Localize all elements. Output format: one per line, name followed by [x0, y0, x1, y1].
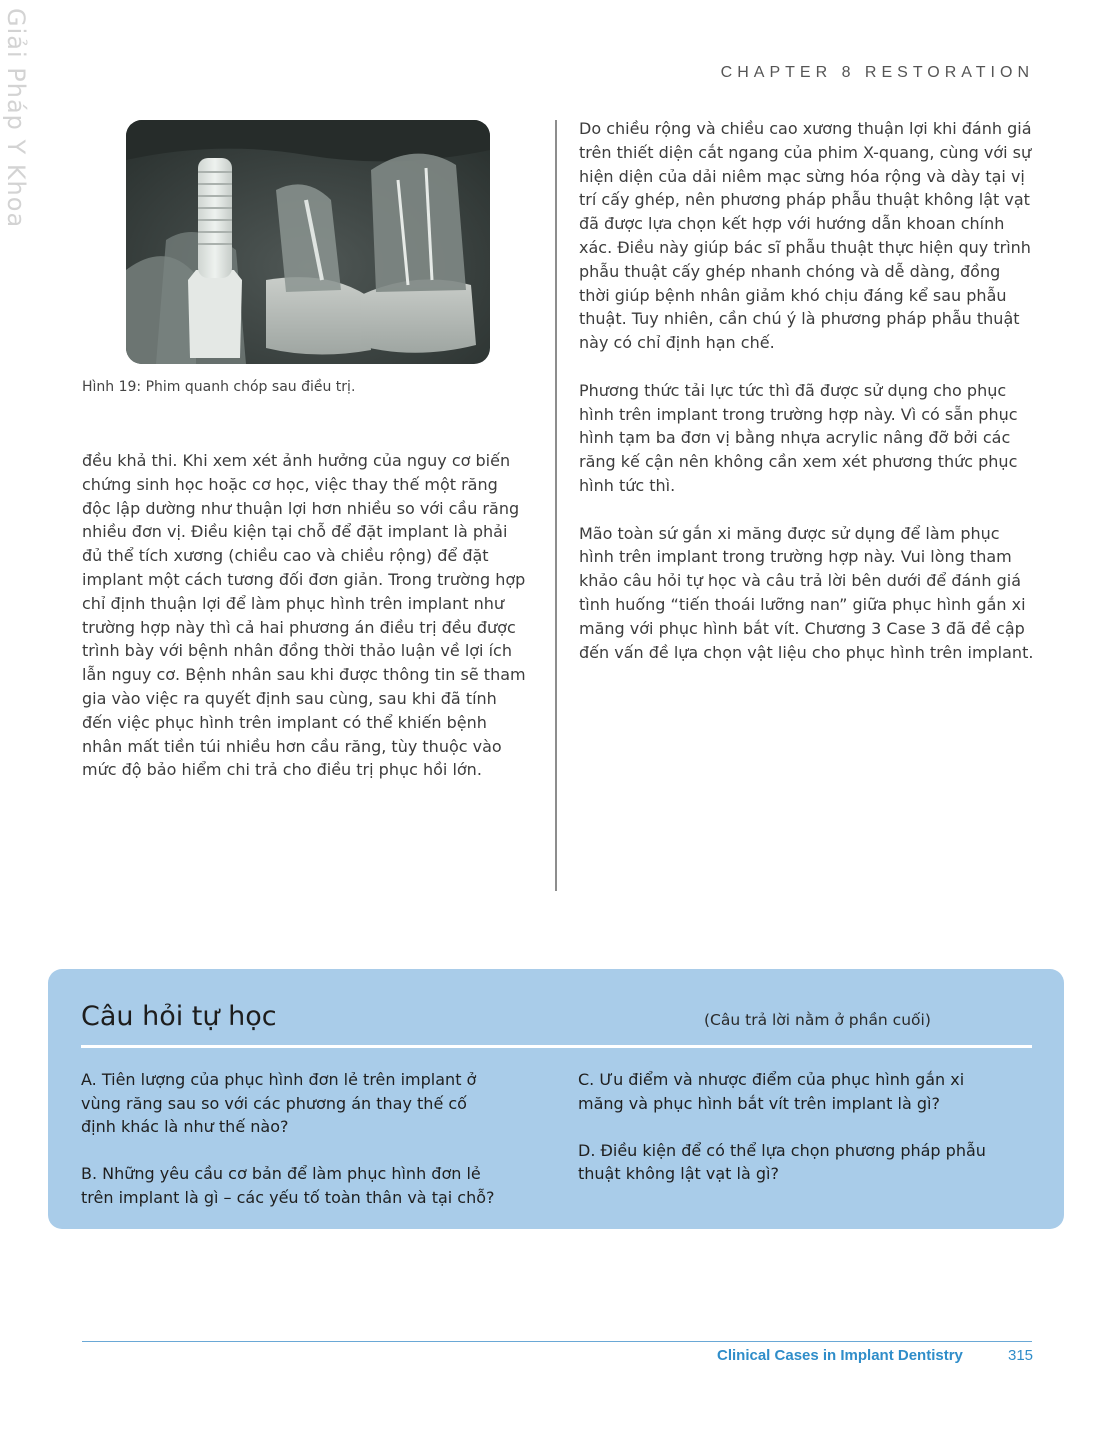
watermark: Giải Pháp Y Khoa	[2, 8, 30, 229]
questions-left-column	[81, 1068, 501, 1233]
right-paragraph-1: Do chiều rộng và chiều cao xương thuận lợi khi đánh giá trên thiết diện cắt ngang của phim X-quang, cùng với sự hiện diện của dải niêm mạc sừng hóa rộng và dày tại vị trí cấy ghép, nên phương pháp phẫu thuật không lật vạt đã được lựa chọn kết hợp với hướng dẫn khoan chính xác. Điều này giúp bác sĩ phẫu thuật thực hiện quy trình phẫu thuật cấy ghép nhanh chóng và dễ dàng, đồng thời giúp bệnh nhân giảm khó chịu đáng kể sau phẫu thuật. Tuy nhiên, cần chú ý là phương pháp phẫu thuật này có chỉ định hạn chế.	[579, 119, 1032, 353]
answers-note: (Câu trả lời nằm ở phần cuối)	[704, 1011, 931, 1029]
figure-caption: Hình 19: Phim quanh chóp sau điều trị.	[82, 379, 356, 395]
left-text-column	[82, 449, 530, 806]
right-paragraph-3: Mão toàn sứ gắn xi măng được sử dụng để làm phục hình trên implant trong trường hợp này. Vui lòng tham khảo câu hỏi tự học và câu trả lời bên dưới để đánh giá tình huống “tiến thoái lưỡng nan” giữa phục hình gắn xi măng với phục hình bắt vít. Chương 3 Case 3 đã đề cập đến vấn đề lựa chọn vật liệu cho phục hình trên implant.	[579, 523, 1034, 662]
periapical-radiograph-image	[126, 120, 490, 364]
question-d: D. Điều kiện để có thể lựa chọn phương pháp phẫu thuật không lật vạt là gì?	[578, 1140, 986, 1183]
self-study-box	[48, 969, 1064, 1229]
footer-rule	[82, 1341, 1032, 1342]
right-paragraph-2: Phương thức tải lực tức thì đã được sử dụng cho phục hình trên implant trong trường hợp này. Vì có sẵn phục hình tạm ba đơn vị bằng nhựa acrylic nâng đỡ bởi các răng kế cận nên không cần xem xét phương thức phục hình tức thì.	[579, 380, 1018, 495]
column-divider	[555, 120, 557, 891]
question-c: C. Ưu điểm và nhược điểm của phục hình gắn xi măng và phục hình bắt vít trên implant là gì?	[578, 1070, 965, 1113]
questions-right-column	[578, 1068, 1008, 1209]
self-study-title: Câu hỏi tự học	[81, 1001, 277, 1032]
question-a: A. Tiên lượng của phục hình đơn lẻ trên implant ở vùng răng sau so với các phương án thay thế cố định khác là như thế nào?	[81, 1070, 477, 1136]
footer-book-title: Clinical Cases in Implant Dentistry	[717, 1347, 963, 1364]
page-number: 315	[1008, 1347, 1034, 1364]
self-study-rule	[81, 1045, 1032, 1048]
left-paragraph-1: đều khả thi. Khi xem xét ảnh hưởng của nguy cơ biến chứng sinh học hoặc cơ học, việc thay thế một răng độc lập dường như thuận lợi hơn nhiều so với cầu răng nhiều đơn vị. Điều kiện tại chỗ để đặt implant là phải đủ thể tích xương (chiều cao và chiều rộng) để đặt implant một cách tương đối đơn giản. Trong trường hợp chỉ định thuận lợi để làm phục hình trên implant như trường hợp này thì cả hai phương án điều trị đều được trình bày với bệnh nhân đồng thời thảo luận về lợi ích lẫn nguy cơ. Bệnh nhân sau khi được thông tin sẽ tham gia vào việc ra quyết định sau cùng, sau khi đã tính đến việc phục hình trên implant có thể khiến bệnh nhân mất tiền túi nhiều hơn cầu răng, tùy thuộc vào mức độ bảo hiểm chi trả cho điều trị phục hồi lớn.	[82, 451, 526, 780]
question-b: B. Những yêu cầu cơ bản để làm phục hình đơn lẻ trên implant là gì – các yếu tố toàn thân và tại chỗ?	[81, 1164, 495, 1207]
right-text-column	[579, 117, 1035, 688]
running-head: CHAPTER 8 RESTORATION	[720, 64, 1034, 81]
